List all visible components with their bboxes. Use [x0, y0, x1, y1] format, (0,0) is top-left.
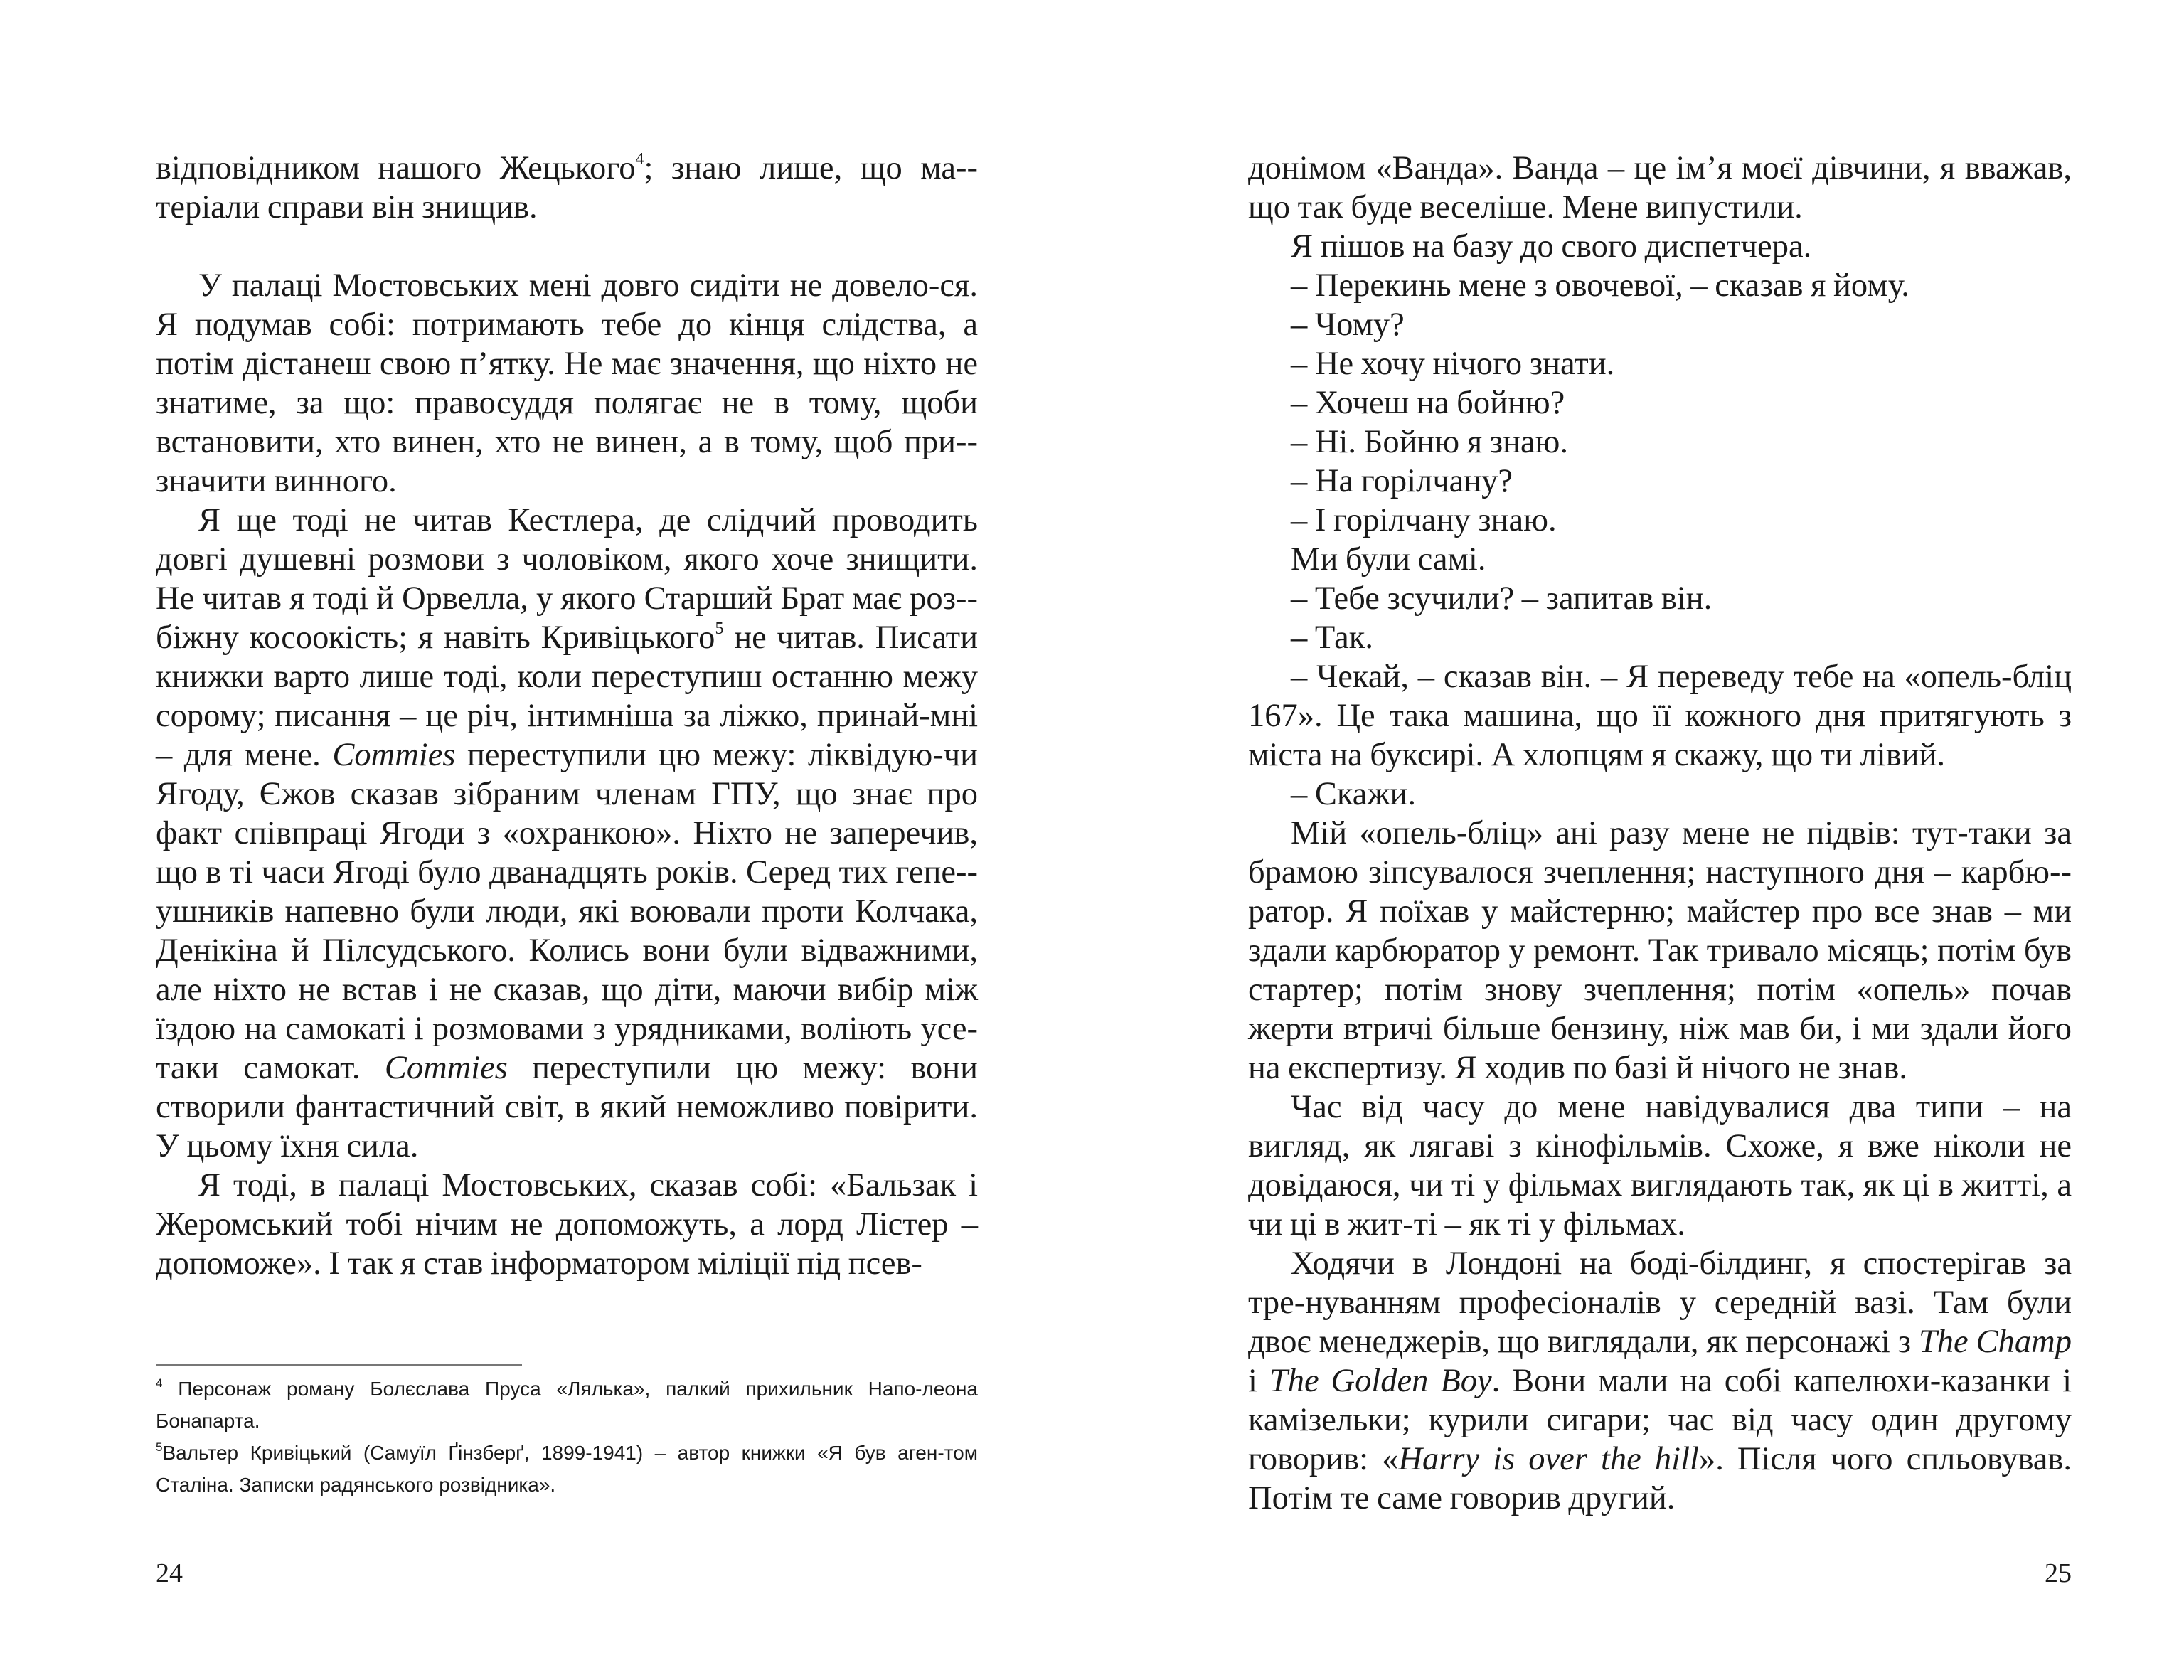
paragraph: Час від часу до мене навідувалися два типи – на вигляд, як лягаві з кінофільмів. Схоже, я вже ніколи не довідаюся, чи ті у фільмах виглядають так, як ці в житті, а чи ці в жит-ті – як ті у фільмах.: [1248, 1089, 2072, 1243]
dialogue-line: – На горілчану?: [1291, 463, 1513, 499]
left-page-text: [156, 149, 978, 1283]
paragraph: У палаці Мостовських мені довго сидіти не довело-ся. Я подумав собі: потримають тебе до кінця слідства, а потім дістанеш свою п’ятку. Не має значення, що ніхто не знатиме, за що: правосуддя полягає не в тому, щоби встановити, хто винен, хто не винен, а в тому, щоб при-значити винного.: [156, 267, 978, 499]
dialogue-line: – Тебе зсучили? – запитав він.: [1291, 580, 1712, 617]
dialogue-line: – Ні. Бойню я знаю.: [1291, 424, 1568, 460]
dialogue-line: – Чому?: [1291, 307, 1405, 343]
paragraph: Ми були самі.: [1291, 541, 1486, 578]
dialogue-line: – І горілчану знаю.: [1291, 502, 1557, 538]
footnote-4: $^4$ Персонаж роману Болєслава Пруса «Лялька», палкий прихильник Напо-леона Бонапарта.: [156, 1376, 978, 1432]
paragraph: Я пішов на базу до свого диспетчера.: [1291, 228, 1812, 265]
footnote-ref-4[interactable]: 4: [635, 150, 644, 169]
page-number: 24: [156, 1558, 183, 1588]
paragraph: Я ще тоді не читав Кестлера, де слідчий проводить довгі душевні розмови з чоловіком, якого хоче знищити. Не читав я тоді й Орвелла, у якого Старший Брат має роз-біжну косоокість; я навіть Кривіцького$^5$ не читав. Писати книжки варто лише тоді, коли переступиш останню межу сорому; писання – це річ, інтимніша за ліжко, принай-мні – для мене. Commies переступили цю межу: ліквідую-чи Ягоду, Єжов сказав зібраним членам ГПУ, що знає про факт співпраці Ягоди з «охранкою». Ніхто не заперечив, що в ті часи Ягоді було дванадцять років. Серед тих гепе-ушників напевно були люди, які воювали проти Колчака, Денікіна й Пілсудського. Колись вони були відважними, але ніхто не встав і не сказав, що діти, маючи вибір між їздою на самокаті і розмовами з урядниками, воліють усе-таки самокат. Commies переступили цю межу: вони створили фантастичний світ, в який неможливо повірити. У цьому їхня сила.: [156, 502, 979, 1164]
footnote-5: $^5$Вальтер Кривіцький (Самуїл Ґінзберґ, 1899-1941) – автор книжки «Я був аген-том Сталіна. Записки радянського розвідника».: [156, 1440, 978, 1496]
paragraph: відповідником нашого Жецького$^4$; знаю лише, що ма-теріали справи він знищив.: [156, 150, 979, 225]
footnotes: [156, 1373, 978, 1501]
dialogue-line: – Перекинь мене з овочевої, – сказав я йому.: [1291, 267, 1909, 304]
right-page-text: [1248, 149, 2072, 1518]
italic-term: Commies: [332, 737, 456, 773]
page-number: 25: [2045, 1558, 2072, 1588]
footnote-ref-5[interactable]: 5: [715, 620, 724, 638]
italic-term: Commies: [384, 1050, 508, 1086]
italic-quote: Harry is over the hill: [1398, 1441, 1699, 1477]
dialogue-line: – Так.: [1291, 620, 1373, 656]
footnote-divider: [156, 1364, 522, 1366]
dialogue-line: – Не хочу нічого знати.: [1291, 346, 1615, 382]
right-page: [1092, 0, 2184, 1680]
dialogue-line: – Чекай, – сказав він. – Я переведу тебе на «опель-бліц 167». Це така машина, що її кожного дня притягують з міста на буксирі. А хлопцям я скажу, що ти лівий.: [1248, 659, 2072, 773]
italic-title: The Golden Boy: [1269, 1363, 1492, 1399]
paragraph: Я тоді, в палаці Мостовських, сказав собі: «Бальзак і Жеромський тобі нічим не допоможуть, а лорд Лістер – допоможе». І так я став інформатором міліції під псев-: [156, 1167, 978, 1282]
paragraph: Ходячи в Лондоні на боді-білдинг, я спостерігав за тре-нуванням професіоналів у середній вазі. Там були двоє менеджерів, що виглядали, як персонажі з The Champ і The Golden Boy. Вони мали на собі капелюхи-казанки і камізельки; курили сигари; час від часу один другому говорив: «Harry is over the hill». Після чого спльовував. Потім те саме говорив другий.: [1248, 1245, 2072, 1516]
paragraph: донімом «Ванда». Ванда – це ім’я моєї дівчини, я вважав, що так буде веселіше. Мене випустили.: [1248, 150, 2072, 225]
paragraph: Мій «опель-бліц» ані разу мене не підвів: тут-таки за брамою зіпсувалося зчеплення; наступного дня – карбю-ратор. Я поїхав у майстерню; майстер про все знав – ми здали карбюратор у ремонт. Так тривало місяць; потім був стартер; потім знову зчеплення; потім «опель» почав жерти втричі більше бензину, ніж мав би, і ми здали його на експертизу. Я ходив по базі й нічого не знав.: [1248, 815, 2072, 1086]
italic-title: The Champ: [1918, 1324, 2072, 1360]
dialogue-line: – Хочеш на бойню?: [1291, 385, 1565, 421]
dialogue-line: – Скажи.: [1291, 776, 1417, 812]
